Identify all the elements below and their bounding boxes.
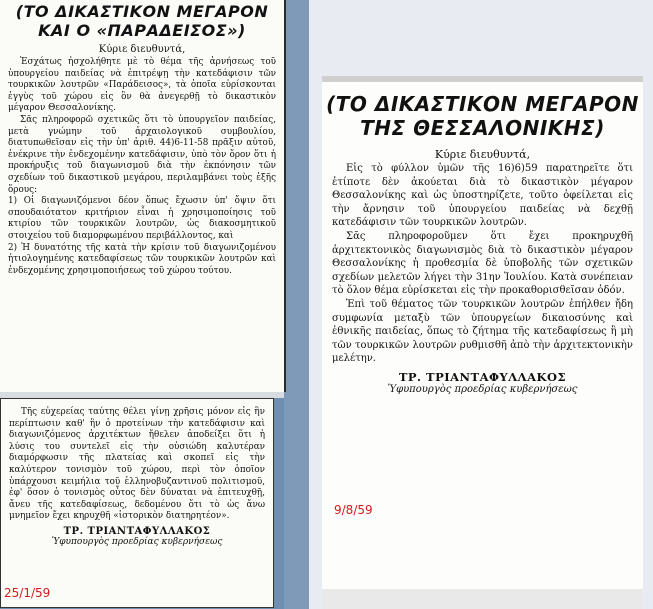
clipping-letter-1: [0, 0, 286, 392]
clipping-headline: [0, 2, 284, 40]
salutation: Κύριε διευθυντά,: [98, 44, 186, 55]
condition-2: 2) Ἡ δυνατότης τῆς κατὰ τὴν κρίσιν τοῦ διαγωνιζομένου ἠτιολογημένης κατεδαφίσεως τῶν τουρκικῶν λουτρῶν καὶ ἐνδεχομένης χρησιμοποιήσεως τοῦ χώρου τούτου.: [8, 242, 276, 276]
paragraph-2: Σᾶς πληροφορῶ σχετικῶς ὅτι τὸ ὑπουργεῖον παιδείας, μετὰ γνώμην τοῦ ἀρχαιολογικοῦ συμβουλίου, διατυπωθεῖσαν εἰς τὴν ὑπ' ἀριθ. 44)6-11-58 πρᾶξιν αὐτοῦ, ἐνέκρινε τὴν ἐνδεχομένην κατεδάφισιν, ὑπὸ τὸν ὅρον ὅτι ἡ προκήρυξις τοῦ διαγωνισμοῦ διὰ τὴν ἐκπόνησιν τῶν σχεδίων τοῦ δικαστικοῦ μεγάρου, περιλαμβάνει τοὺς ἑξῆς ὅρους:: [8, 114, 276, 195]
background-strip: [284, 0, 309, 609]
condition-1: 1) Οἱ διαγωνιζόμενοι δέον ὅπως ἔχωσιν ὑπ' ὄψιν ὅτι σπουδαιότατον κριτήριον εἶναι ἡ χρησιμοποίησις τοῦ κτιρίου τῶν τουρκικῶν λουτρῶν, ὡς διακοσμητικοῦ στοιχείου τοῦ διαμορφωμένου περιβάλλοντος, καὶ: [8, 196, 276, 241]
signature-name: ΤΡ. ΤΡΙΑΝΤΑΦΥΛΛΑΚΟΣ: [398, 369, 567, 384]
clipping-letter-1-continued: [0, 398, 274, 608]
headline-line-1: (ΤΟ ΔΙΚΑΣΤΙΚΟΝ ΜΕΓΑΡΟΝ: [15, 2, 269, 21]
signature-role: Ὑφυπουργὸς προεδρίας κυβερνήσεως: [51, 536, 223, 547]
paragraph-2: Σᾶς πληροφοροῦμεν ὅτι ἔχει προκηρυχθῆ ἀρχιτεκτονικὸς διαγωνισμὸς διὰ τὸ δικαστικὸν μέγαρον Θεσσαλονίκης ἡ προθεσμία δὲ ὑποβολῆς τῶν σχετικῶν σχεδίων μελετῶν λήγει τὴν 31ην Ἰουλίου. Κατὰ συνέπειαν τὸ ὅλον θέμα εὑρίσκεται εἰς τὴν προκαθορισθεῖσαν ὁδόν.: [332, 230, 633, 297]
date-annotation: 25/1/59: [4, 586, 51, 600]
headline-line-2: ΤΗΣ ΘΕΣΣΑΛΟΝΙΚΗΣ): [360, 116, 605, 140]
headline-line-1: (ΤΟ ΔΙΚΑΣΤΙΚΟΝ ΜΕΓΑΡΟΝ: [326, 92, 639, 116]
paragraph-3: Ἐπὶ τοῦ θέματος τῶν τουρκικῶν λουτρῶν ἐπήλθεν ἤδη συμφωνία μεταξὺ τῶν ὑπουργείων δικαιοσύνης καὶ ἐθνικῆς παιδείας, ὅπως τὸ ζήτημα τῆς κατεδαφίσεως ἢ μὴ τῶν τουρκικῶν λουτρῶν ρυθμισθῆ ἀπὸ τὴν ἀρχιτεκτονικὴν μελέτην.: [332, 298, 633, 365]
clipping-bottom-edge: [322, 589, 643, 609]
signature-name: ΤΡ. ΤΡΙΑΝΤΑΦΥΛΛΑΚΟΣ: [63, 525, 211, 537]
paragraph-1: Ἐσχάτως ἠσχολήθητε μὲ τὸ θέμα τῆς ἀρνήσεως τοῦ ὑπουργείου παιδείας νὰ ἐπιτρέψῃ τὴν κατεδάφισιν τῶν τουρκικῶν λουτρῶν «Παράδεισος», τὰ ὁποῖα εὑρίσκονται ἐγγὺς τοῦ χώρου εἰς ὃν θὰ ἀνεγερθῇ τὸ δικαστικὸν μέγαρον Θεσσαλονίκης.: [8, 57, 276, 114]
clipping-letter-2: [322, 76, 643, 609]
clipping-letter-2-frame: [309, 0, 653, 609]
paragraph-1: Εἰς τὸ φύλλον ὑμῶν τῆς 16)6)59 παρατηρεῖτε ὅτι ἐτίποτε δὲν ἀκούεται διὰ τὸ δικαστικὸν μέγαρον Θεσσαλονίκης καὶ ὡς ὑποστηρίζετε, τοῦτο ὀφείλεται εἰς τὴν ἄρνησιν τοῦ ὑπουργείου παιδείας νὰ δεχθῇ κατεδάφισιν τῶν τουρκικῶν λουτρῶν.: [332, 163, 633, 229]
clipping-top-edge: [322, 76, 643, 82]
headline-line-2: ΚΑΙ Ο «ΠΑΡΑΔΕΙΣΟΣ»): [38, 21, 246, 40]
signature-role: Ὑφυπουργὸς προεδρίας κυβερνήσεως: [387, 383, 578, 395]
date-annotation: 9/8/59: [334, 503, 373, 517]
clipping-headline: [322, 92, 643, 140]
paragraph-continued: Τῆς εὐχερείας ταύτης θέλει γίνῃ χρῆσις μόνον εἰς ἣν περίπτωσιν καθ' ἣν ὁ προτείνων τὴν κατεδάφισιν καὶ διαγωνιζόμενος ἀρχιτέκτων ἤθελεν ἀποδείξει ὅτι ἡ λύσις του συντελεῖ εἰς τὴν οὐσιώδη καλυτέραν διαμόρφωσιν τῆς πλατείας καὶ σκοπεῖ εἰς τὴν καλύτερον τονισμὸν τοῦ χώρου, περὶ τὸν ὁποῖον ὑπάρχουσι κειμήλια τοῦ ἑλληνοβυζαντινοῦ πολιτισμοῦ, ἐφ' ὅσον ὁ τονισμὸς οὗτος δὲν δύναται νὰ ἐπιτευχθῇ, ἄνευ τῆς κατεδαφίσεως, δεδομένου ὅτι τὸ ὡς ἄνω μνημεῖον ἔχει κηρυχθῆ «ἱστορικὸν διατηρητέον».: [9, 407, 265, 522]
salutation: Κύριε διευθυντά,: [434, 148, 531, 161]
